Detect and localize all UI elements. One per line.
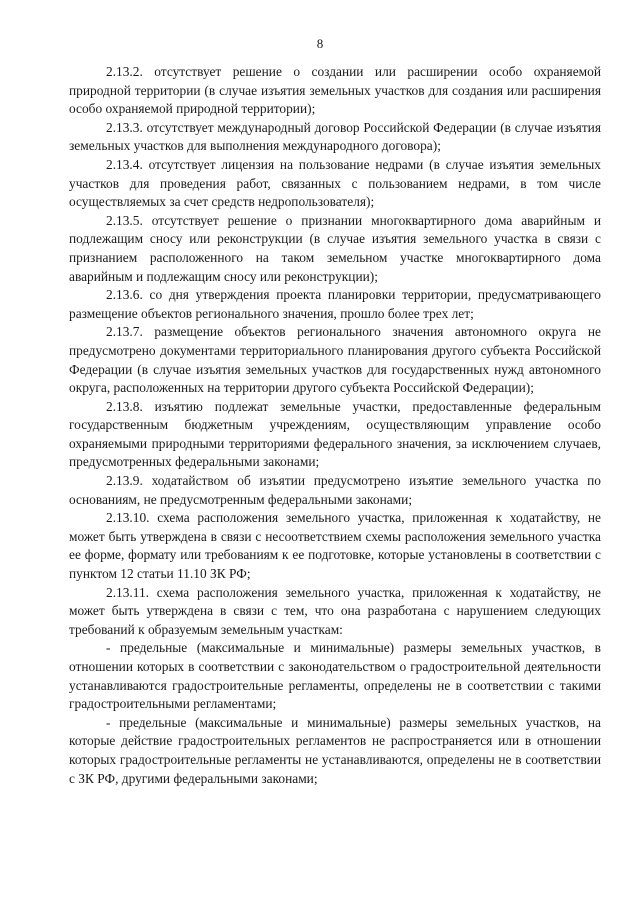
paragraph-2-13-2: 2.13.2. отсутствует решение о создании или расширении особо охраняемой природной территории (в случае изъятия земельных участков для создания или расширения особо охраняемой природной территории); (69, 64, 601, 117)
list-item-size-limits-regulated: - предельные (максимальные и минимальные) размеры земельных участков, в отношении которых в соответствии с законодательством о градостроительной деятельности устанавливаются градостроительные регламенты, определены не в соответствии с такими градостроительными регламентами; (69, 640, 601, 712)
paragraph-2-13-5: 2.13.5. отсутствует решение о признании многоквартирного дома аварийным и подлежащим сносу или реконструкции (в случае изъятия земельного участка в связи с признанием расположенного на таком земельном участке многоквартирного дома аварийным и подлежащим сносу или реконструкции); (69, 212, 601, 284)
document-body (69, 63, 601, 788)
paragraph-2-13-11: 2.13.11. схема расположения земельного участка, приложенная к ходатайству, не может быть утверждена в связи с тем, что она разработана с нарушением следующих требований к образуемым земельным участкам: (69, 584, 601, 637)
list-item-size-limits-unregulated: - предельные (максимальные и минимальные) размеры земельных участков, на которые действие градостроительных регламентов не распространяется или в отношении которых градостроительные регламенты не устанавливаются, определены не в соответствии с ЗК РФ, другими федеральными законами; (69, 714, 601, 786)
page-number: 8 (316, 36, 324, 51)
paragraph-2-13-3: 2.13.3. отсутствует международный договор Российской Федерации (в случае изъятия земельных участков для выполнения международного договора); (69, 119, 601, 154)
paragraph-2-13-8: 2.13.8. изъятию подлежат земельные участки, предоставленные федеральным государственным бюджетным учреждениям, осуществляющим управление особо охраняемыми природными территориями федерального значения, за исключением случаев, предусмотренных федеральными законами; (69, 398, 601, 470)
paragraph-2-13-6: 2.13.6. со дня утверждения проекта планировки территории, предусматривающего размещение объектов регионального значения, прошло более трех лет; (69, 287, 601, 321)
paragraph-2-13-9: 2.13.9. ходатайством об изъятии предусмотрено изъятие земельного участка по основаниям, не предусмотренным федеральными законами; (69, 473, 601, 507)
paragraph-2-13-10: 2.13.10. схема расположения земельного участка, приложенная к ходатайству, не может быть утверждена в связи с несоответствием схемы расположения земельного участка ее форме, формату или требованиям к ее подготовке, которые установлены в соответствии с пунктом 12 статьи 11.10 ЗК РФ; (69, 510, 601, 582)
paragraph-2-13-7: 2.13.7. размещение объектов регионального значения автономного округа не предусмотрено документами территориального планирования другого субъекта Российской Федерации (в случае изъятия земельных участков для государственных нужд автономного округа, расположенных на территории другого субъекта Российской Федерации); (69, 324, 601, 396)
paragraph-2-13-4: 2.13.4. отсутствует лицензия на пользование недрами (в случае изъятия земельных участков для проведения работ, связанных с пользованием недрами, в том числе осуществляемых за счет средств недропользователя); (69, 156, 601, 210)
